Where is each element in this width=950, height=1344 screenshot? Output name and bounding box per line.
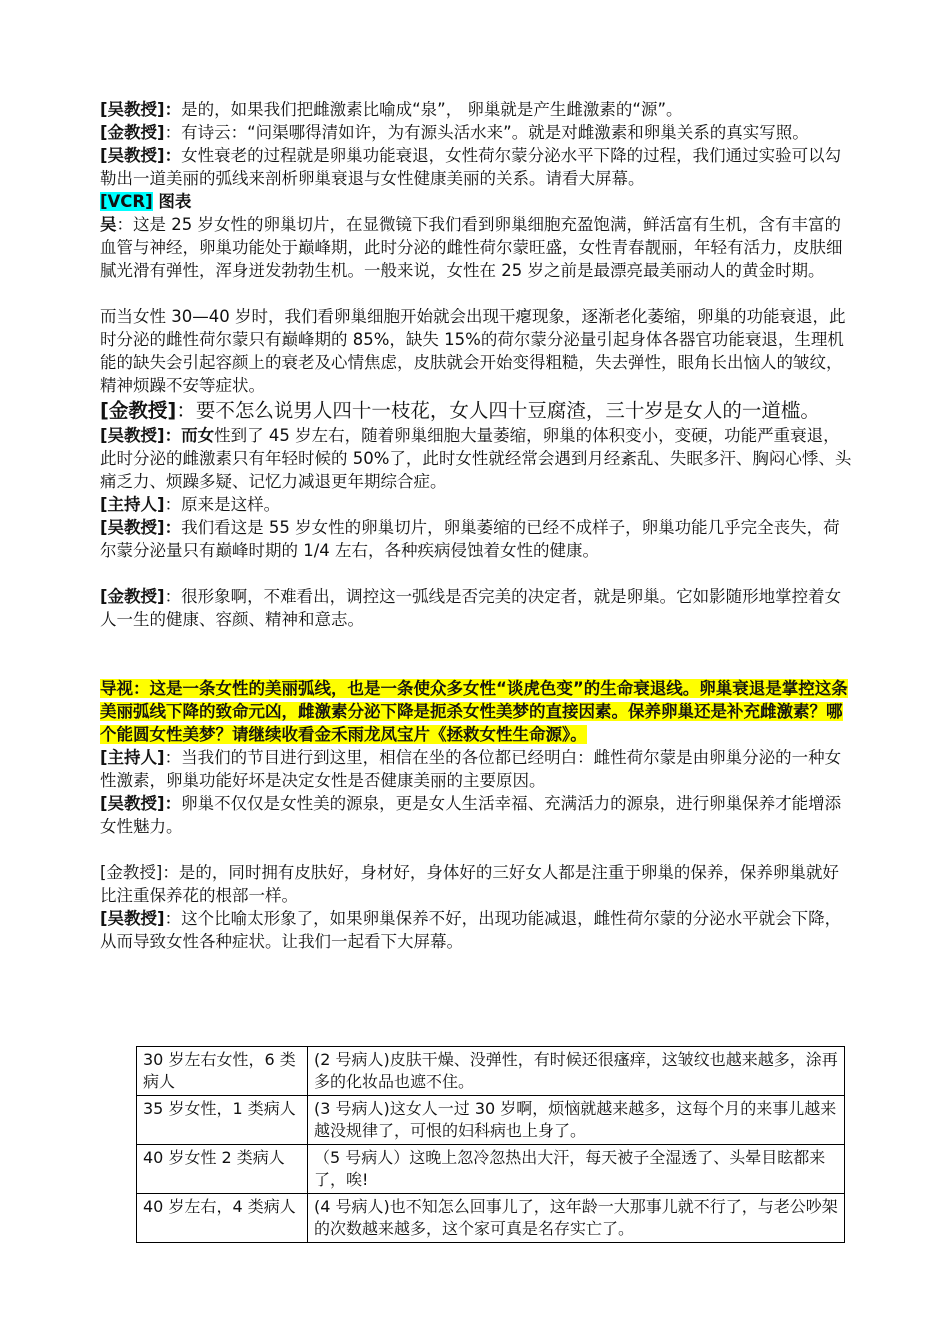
- table-cell: (4 号病人)也不知怎么回事儿了，这年龄一大那事儿就不行了，与老公吵架的次数越来越多，这个家可真是名存实亡了。: [308, 1194, 845, 1243]
- spacer: [100, 282, 852, 305]
- paragraph: 而当女性 30—40 岁时，我们看卵巢细胞开始就会出现干瘪现象，逐渐老化萎缩，卵巢的功能衰退，此时分泌的雌性荷尔蒙只有巅峰期的 85%，缺失 15%的荷尔蒙分泌量引起身体各器官功能衰退，生理机能的缺失会引起容颜上的衰老及心情焦虑，皮肤就会开始变得粗糙，失去弹性，眼角长出恼人的皱纹，精神烦躁不安等症状。: [100, 307, 846, 395]
- table-cell: (3 号病人)这女人一过 30 岁啊，烦恼就越来越多，这每个月的来事儿越来越没规律了，可恨的妇科病也上身了。: [308, 1096, 845, 1145]
- table-row: [137, 1096, 845, 1145]
- spacer: [100, 562, 852, 585]
- table-cell: 35 岁女性，1 类病人: [137, 1096, 308, 1145]
- table-cell: (2 号病人)皮肤干燥、没弹性，有时候还很瘙痒，这皱纹也越来越多，涂再多的化妆品也遮不住。: [308, 1047, 845, 1096]
- spacer: [100, 631, 852, 677]
- table-cell: 40 岁女性 2 类病人: [137, 1145, 308, 1194]
- transcript: [100, 98, 852, 953]
- table-cell: 30 岁左右女性，6 类病人: [137, 1047, 308, 1096]
- paragraph: [金教授]：有诗云：“问渠哪得清如许，为有源头活水来”。就是对雌激素和卵巢关系的真实写照。: [100, 123, 809, 142]
- table-row: [137, 1194, 845, 1243]
- paragraph: [主持人]：当我们的节目进行到这里，相信在坐的各位都已经明白：雌性荷尔蒙是由卵巢分泌的一种女性激素，卵巢功能好坏是决定女性是否健康美丽的主要原因。: [100, 748, 842, 790]
- paragraph: 吴：这是 25 岁女性的卵巢切片，在显微镜下我们看到卵巢细胞充盈饱满，鲜活富有生机，含有丰富的血管与神经，卵巢功能处于巅峰期，此时分泌的雌性荷尔蒙旺盛，女性青春靓丽，年轻有活力，皮肤细腻光滑有弹性，浑身迸发勃勃生机。一般来说，女性在 25 岁之前是最漂亮最美丽动人的黄金时期。: [100, 215, 843, 280]
- paragraph: [吴教授]：这个比喻太形象了，如果卵巢保养不好，出现功能减退，雌性荷尔蒙的分泌水平就会下降，从而导致女性各种症状。让我们一起看下大屏幕。: [100, 909, 842, 951]
- table-cell: 40 岁左右，4 类病人: [137, 1194, 308, 1243]
- paragraph: [吴教授]：卵巢不仅仅是女性美的源泉，更是女人生活幸福、充满活力的源泉，进行卵巢保养才能增添女性魅力。: [100, 794, 842, 836]
- table-row: [137, 1047, 845, 1096]
- table-cell: （5 号病人）这晚上忽冷忽热出大汗，每天被子全湿透了、头晕目眩都来了，唉!: [308, 1145, 845, 1194]
- vcr-tag: [VCR]: [100, 192, 153, 211]
- patient-table: [136, 1046, 845, 1243]
- paragraph: [吴教授]：是的，如果我们把雌激素比喻成“泉”， 卵巢就是产生雌激素的“源”。: [100, 100, 683, 119]
- paragraph: [主持人]：原来是这样。: [100, 495, 281, 514]
- table-row: [137, 1145, 845, 1194]
- paragraph: [金教授]：很形象啊，不难看出，调控这一弧线是否完美的决定者，就是卵巢。它如影随形地掌控着女人一生的健康、容颜、精神和意志。: [100, 587, 842, 629]
- paragraph: [吴教授]：女性衰老的过程就是卵巢功能衰退，女性荷尔蒙分泌水平下降的过程，我们通过实验可以勾勒出一道美丽的弧线来剖析卵巢衰退与女性健康美丽的关系。请看大屏幕。: [100, 146, 842, 188]
- paragraph: [吴教授]：我们看这是 55 岁女性的卵巢切片，卵巢萎缩的已经不成样子，卵巢功能几乎完全丧失，荷尔蒙分泌量只有巅峰时期的 1/4 左右，各种疾病侵蚀着女性的健康。: [100, 518, 840, 560]
- vcr-heading: [VCR] 图表: [100, 192, 192, 211]
- promo-paragraph: 导视：这是一条女性的美丽弧线，也是一条使众多女性“谈虎色变”的生命衰退线。卵巢衰退是掌控这条美丽弧线下降的致命元凶，雌激素分泌下降是扼杀女性美梦的直接因素。保养卵巢还是补充雌激素？哪个能圆女性美梦？请继续收看金禾雨龙凤宝片《拯救女性生命源》。: [100, 679, 848, 744]
- paragraph: [吴教授]：而女性到了 45 岁左右，随着卵巢细胞大量萎缩，卵巢的体积变小，变硬，功能严重衰退，此时分泌的雌激素只有年轻时候的 50%了，此时女性就经常会遇到月经紊乱、失眠多汗、胸闷心悸、头痛乏力、烦躁多疑、记忆力减退更年期综合症。: [100, 426, 852, 491]
- paragraph: [金教授]：是的，同时拥有皮肤好，身材好，身体好的三好女人都是注重于卵巢的保养，保养卵巢就好比注重保养花的根部一样。: [100, 863, 839, 905]
- spacer: [100, 838, 852, 861]
- paragraph: [金教授]：要不怎么说男人四十一枝花，女人四十豆腐渣，三十岁是女人的一道槛。: [100, 399, 820, 422]
